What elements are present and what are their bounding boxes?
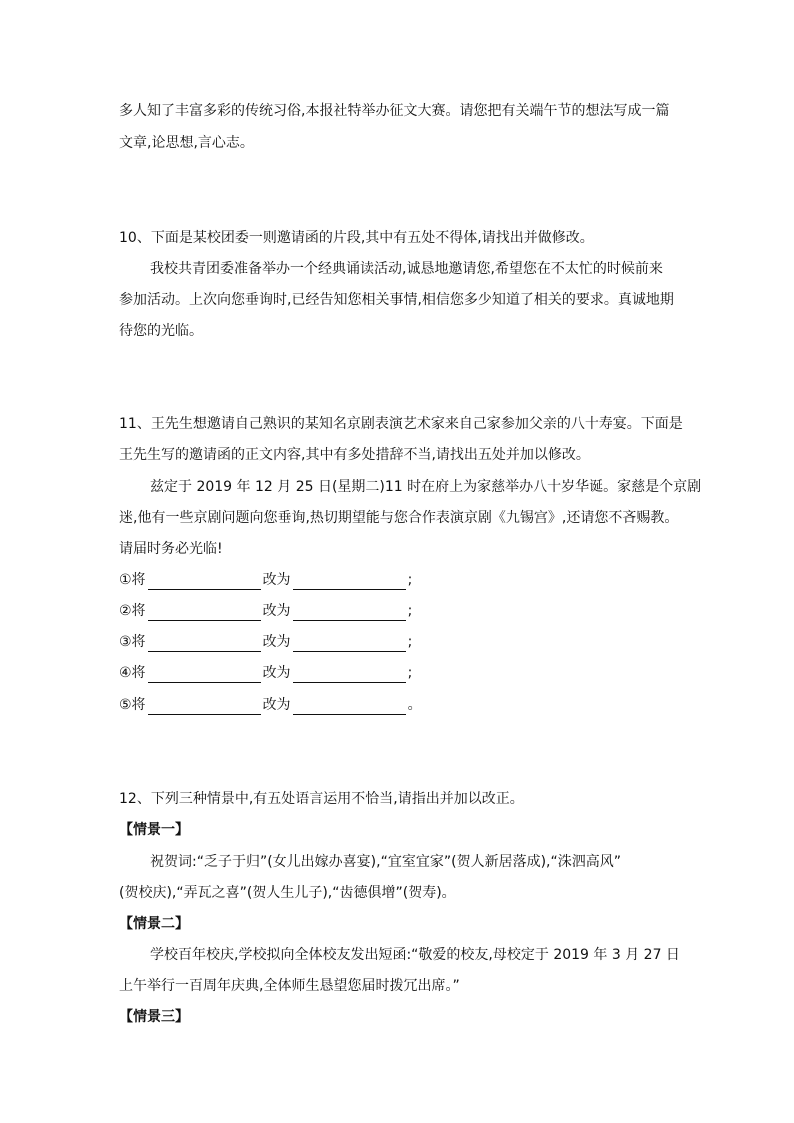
invitation-text-line: 待您的光临。	[119, 323, 203, 339]
answer-blank-original[interactable]	[148, 698, 261, 715]
scenario-label: 【情景二】	[119, 916, 189, 932]
question-10-title: 10、下面是某校团委一则邀请函的片段,其中有五处不得体,请找出并做修改。	[119, 230, 594, 246]
answer-number: ①将	[119, 572, 146, 588]
scenario-text-line: 学校百年校庆,学校拟向全体校友发出短函:“敬爱的校友,母校定于 2019 年 3 月 27 日	[150, 947, 680, 963]
answer-punctuation: ;	[407, 572, 413, 588]
answer-blank-row	[119, 570, 412, 590]
answer-blank-original[interactable]	[148, 604, 261, 621]
scenario-text-line: 祝贺词:“乏子于归”(女儿出嫁办喜宴),“宜室宜家”(贺人新居落成),“洙泗高风”	[150, 854, 621, 870]
answer-blank-row	[119, 632, 412, 652]
answer-punctuation: ;	[407, 665, 413, 681]
answer-number: ②将	[119, 603, 146, 619]
answer-change-label: 改为	[262, 572, 291, 588]
answer-blank-row	[119, 663, 412, 683]
answer-number: ③将	[119, 634, 146, 650]
answer-change-label: 改为	[262, 665, 291, 681]
answer-number: ④将	[119, 665, 146, 681]
paragraph-line: 文章,论思想,言心志。	[119, 135, 254, 151]
answer-punctuation: ;	[407, 634, 413, 650]
scenario-text-line: (贺校庆),“弄瓦之喜”(贺人生儿子),“齿德俱增”(贺寿)。	[119, 885, 456, 901]
answer-blank-revised[interactable]	[293, 635, 406, 652]
answer-punctuation: ;	[407, 603, 413, 619]
invitation-text-line: 兹定于 2019 年 12 月 25 日(星期二)11 时在府上为家慈举办八十岁华诞。家慈是个京剧	[150, 479, 702, 495]
answer-change-label: 改为	[262, 697, 291, 713]
invitation-text-line: 请届时务必光临!	[119, 541, 223, 557]
answer-blank-revised[interactable]	[293, 698, 406, 715]
answer-change-label: 改为	[262, 634, 291, 650]
answer-blank-original[interactable]	[148, 666, 261, 683]
question-11-title: 王先生写的邀请函的正文内容,其中有多处措辞不当,请找出五处并加以修改。	[119, 447, 590, 463]
answer-blank-original[interactable]	[148, 635, 261, 652]
answer-blank-revised[interactable]	[293, 573, 406, 590]
answer-blank-revised[interactable]	[293, 666, 406, 683]
answer-blank-revised[interactable]	[293, 604, 406, 621]
question-12-title: 12、下列三种情景中,有五处语言运用不恰当,请指出并加以改正。	[119, 791, 524, 807]
answer-blank-row	[119, 601, 412, 621]
invitation-text-line: 迷,他有一些京剧问题向您垂询,热切期望能与您合作表演京剧《九锡宫》,还请您不吝赐教。	[119, 510, 679, 526]
answer-number: ⑤将	[119, 697, 146, 713]
answer-blank-original[interactable]	[148, 573, 261, 590]
paragraph-line: 多人知了丰富多彩的传统习俗,本报社特举办征文大赛。请您把有关端午节的想法写成一篇	[119, 103, 670, 119]
answer-change-label: 改为	[262, 603, 291, 619]
scenario-label: 【情景一】	[119, 822, 189, 838]
answer-blank-row	[119, 695, 422, 715]
scenario-text-line: 上午举行一百周年庆典,全体师生恳望您届时拨冗出席。”	[119, 978, 460, 994]
answer-punctuation: 。	[407, 697, 422, 713]
invitation-text-line: 我校共青团委准备举办一个经典诵读活动,诚恳地邀请您,希望您在不太忙的时候前来	[150, 261, 663, 277]
scenario-label: 【情景三】	[119, 1009, 189, 1025]
question-11-title: 11、王先生想邀请自己熟识的某知名京剧表演艺术家来自己家参加父亲的八十寿宴。下面是	[119, 416, 683, 432]
invitation-text-line: 参加活动。上次向您垂询时,已经告知您相关事情,相信您多少知道了相关的要求。真诚地期	[119, 292, 674, 308]
